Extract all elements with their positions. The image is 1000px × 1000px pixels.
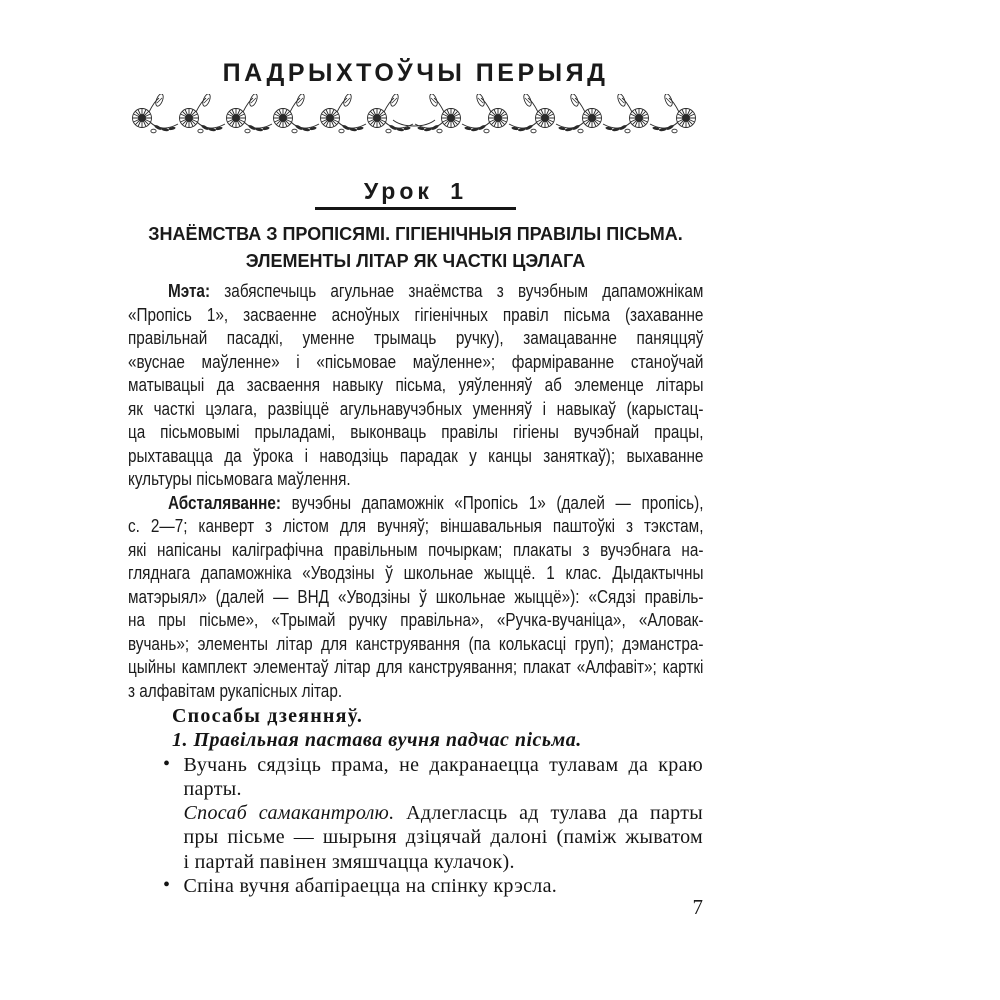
lesson-number-text: Урок 1 bbox=[363, 178, 468, 204]
text-line: «Пропісь 1», засваенне асноўных гігіенічных правіл пісьма (захаванне bbox=[128, 304, 704, 325]
text-line: Мэта: забяспечыць агульнае знаёмства з вучэбным дапаможнікам bbox=[128, 280, 703, 304]
text-line: які напісаны каліграфічна правільным почыркам; плакаты з вучэбнага на- bbox=[128, 539, 704, 560]
text-line: цыйны камплект элементаў літар для канструявання; плакат «Алфавіт»; карткі bbox=[128, 657, 704, 677]
text-line: і партай павінен змяшчацца кулачок). bbox=[183, 850, 515, 873]
paragraph-lead-label: Мэта: bbox=[167, 281, 211, 301]
bullet-text bbox=[184, 753, 704, 802]
methods-section bbox=[163, 704, 703, 898]
text-line: культуры пісьмовага маўлення. bbox=[128, 469, 351, 489]
paragraph-lead-label: Абсталяванне: bbox=[167, 492, 282, 513]
floral-vine-divider bbox=[131, 94, 697, 134]
paragraph-indent bbox=[128, 296, 168, 297]
text-line: Спіна вучня абапіраецца на спінку крэсла. bbox=[183, 875, 558, 898]
section-header bbox=[128, 59, 703, 87]
section-header-text: ПАДРЫХТОЎЧЫ ПЕРЫЯД bbox=[222, 59, 609, 87]
text-line: пры пісьме — шырыня дзіцячай далоні (паміж жыватом bbox=[183, 826, 703, 849]
text-line: Вучань сядзіць прама, не дакранаецца тулавам да краю bbox=[183, 753, 703, 776]
lesson-title-line2: ЭЛЕМЕНТЫ ЛІТАР ЯК ЧАСТКІ ЦЭЛАГА bbox=[245, 250, 586, 271]
lesson-underline bbox=[315, 207, 516, 210]
lesson-number bbox=[128, 178, 703, 204]
text-line: Спосаб самакантролю. Адлегласць ад тулава да парты bbox=[183, 802, 703, 825]
text-line: с. 2—7; канверт з лістом для вучняў; віншавальныя паштоўкі з тэкстам, bbox=[128, 516, 704, 536]
text-line: як часткі цэлага, развіццё агульнавучэбных уменняў і навыкаў (карыстац- bbox=[128, 398, 704, 419]
text-line: правільнай пасадкі, уменне трымаць ручку), замацаванне паняццяў bbox=[128, 328, 704, 348]
text-line: матэрыял» (далей — ВНД «Уводзіны ў школьнае жыццё»): «Сядзі правіль- bbox=[128, 586, 704, 607]
paragraph-indent bbox=[128, 508, 168, 509]
paragraph-lead-label: Спосаб самакантролю. bbox=[183, 802, 395, 825]
goal-paragraph bbox=[128, 280, 703, 492]
page-number: 7 bbox=[692, 895, 703, 919]
step1-title: 1. Правільная пастава вучня падчас пісьма. bbox=[172, 729, 582, 752]
text-line: ца пісьмовымі прыладамі, выконваць правілы гігіены вучэбнай працы, bbox=[128, 422, 704, 442]
text-line: гляднага дапаможніка «Уводзіны ў школьнае жыццё. 1 клас. Дыдактычны bbox=[128, 563, 704, 583]
bullet-marker: • bbox=[163, 874, 171, 897]
text-line: з алфавітам рукапісных літар. bbox=[128, 680, 343, 701]
text-line: вучань»; элементы літар для канструявання (па колькасці груп); дэманстра- bbox=[128, 633, 704, 654]
text-line: матывацыі да засваення навыку пісьма, уяўленняў аб элеменце літары bbox=[128, 375, 704, 395]
lesson-body bbox=[128, 280, 703, 703]
bullet-text bbox=[184, 874, 704, 898]
lesson-title-line1: ЗНАЁМСТВА З ПРОПІСЯМІ. ГІГІЕНІЧНЫЯ ПРАВІЛЫ ПІСЬМА. bbox=[148, 224, 683, 244]
bullet-item-posture bbox=[163, 752, 703, 802]
text-line: «вуснае маўленне» і «пісьмовае маўленне»; фарміраванне станоўчай bbox=[128, 351, 704, 372]
equipment-paragraph bbox=[128, 492, 703, 704]
selfcheck-paragraph bbox=[184, 801, 704, 874]
bullet-item-back bbox=[163, 874, 703, 898]
text-line: на пры пісьме», «Трымай ручку правільна», «Ручка-вучаніца», «Аловак- bbox=[128, 610, 704, 630]
text-line: парты. bbox=[183, 777, 242, 800]
lesson-title bbox=[100, 221, 731, 274]
text-line: рыхтавацца да ўрока і наводзіць парадак у канцы заняткаў); выхаванне bbox=[128, 445, 704, 466]
methods-heading: Спосабы дзеянняў. bbox=[172, 705, 364, 727]
text-line: Абсталяванне: вучэбны дапаможнік «Пропісь 1» (далей — пропісь), bbox=[128, 492, 703, 516]
bullet-marker: • bbox=[163, 752, 171, 775]
